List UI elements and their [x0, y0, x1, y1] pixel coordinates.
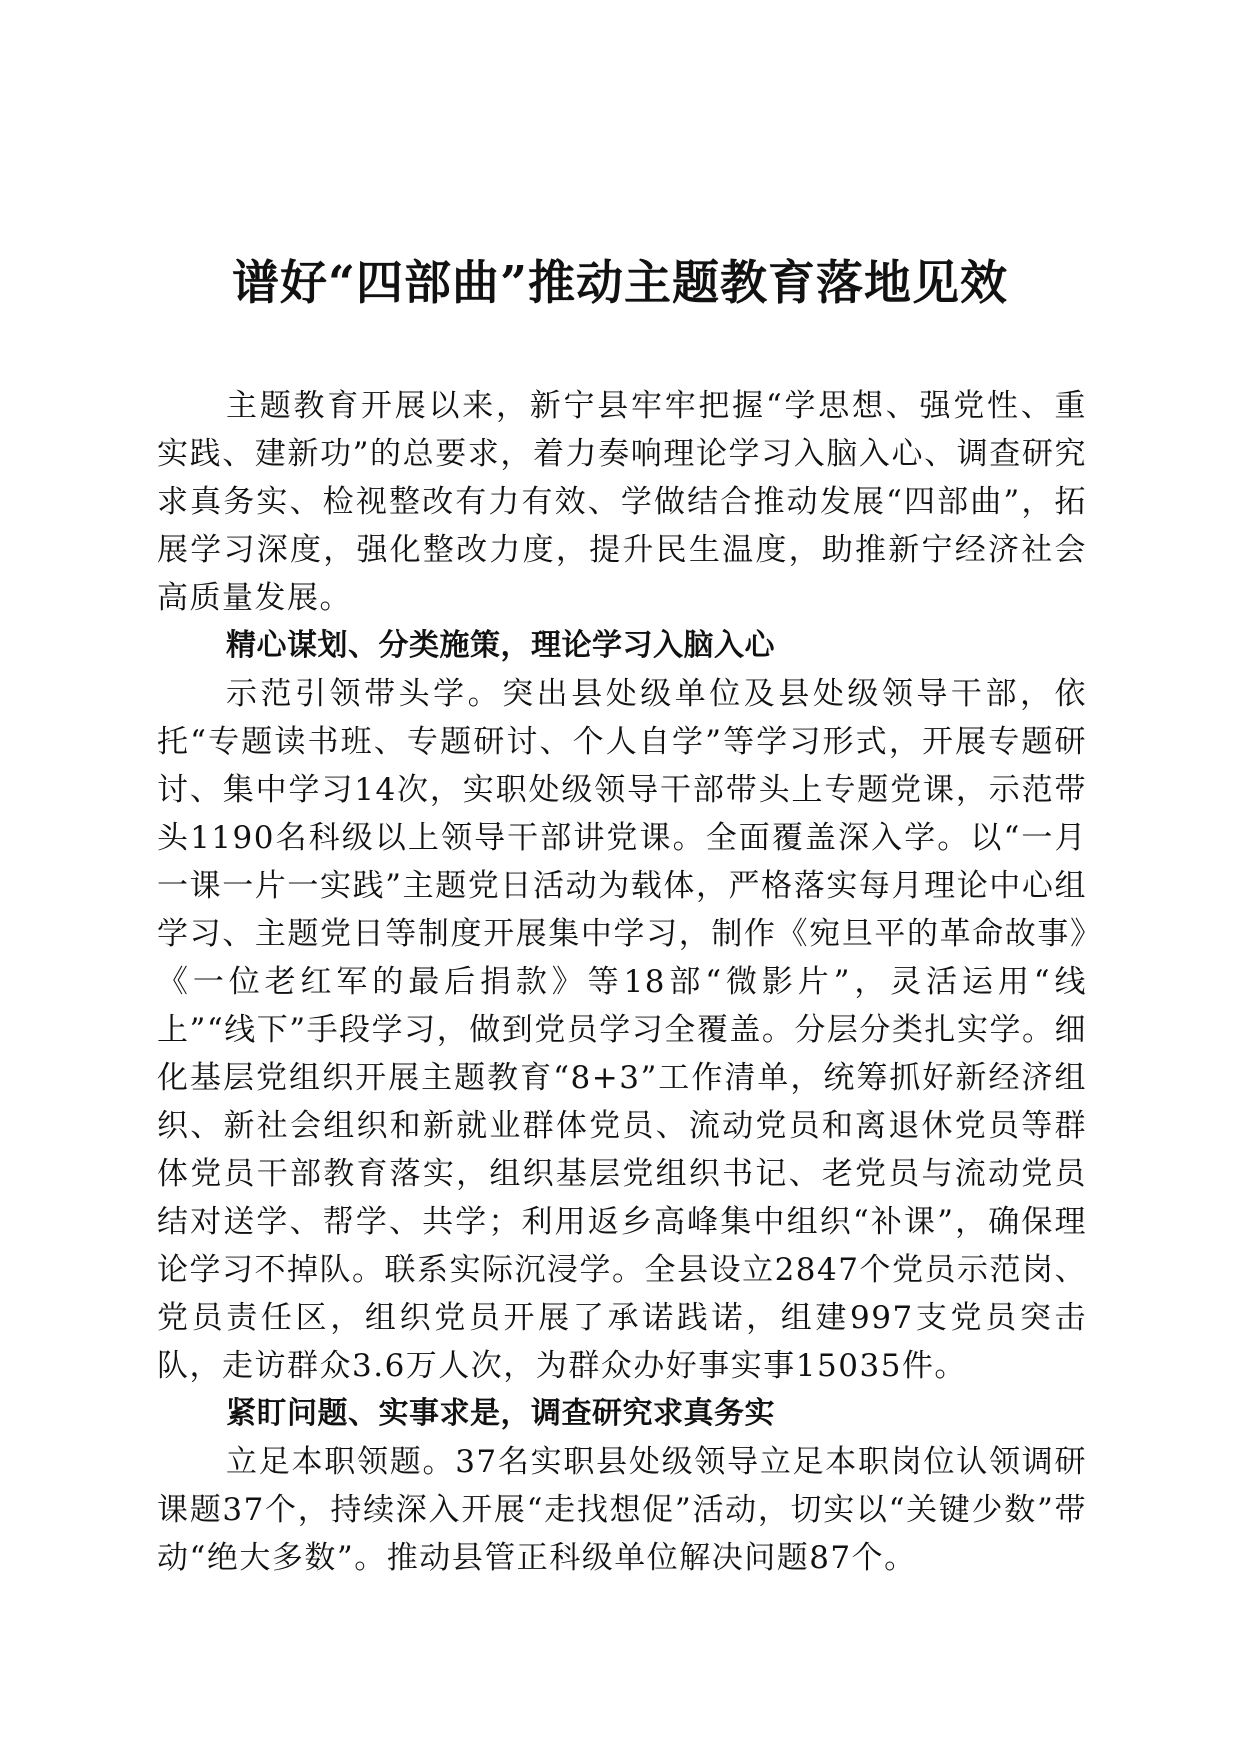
- section-body-theory-study: 示范引领带头学。突出县处级单位及县处级领导干部，依托“专题读书班、专题研讨、个人自学”等学习形式，开展专题研讨、集中学习14次，实职处级领导干部带头上专题党课，示范带头1190名科级以上领导干部讲党课。全面覆盖深入学。以“一月一课一片一实践”主题党日活动为载体，严格落实每月理论中心组学习、主题党日等制度开展集中学习，制作《宛旦平的革命故事》《一位老红军的最后捐款》等18部“微影片”，灵活运用“线上”“线下”手段学习，做到党员学习全覆盖。分层分类扎实学。细化基层党组织开展主题教育“8+3”工作清单，统筹抓好新经济组织、新社会组织和新就业群体党员、流动党员和离退休党员等群体党员干部教育落实，组织基层党组织书记、老党员与流动党员结对送学、帮学、共学；利用返乡高峰集中组织“补课”，确保理论学习不掉队。联系实际沉浸学。全县设立2847个党员示范岗、党员责任区，组织党员开展了承诺践诺，组建997支党员突击队，走访群众3.6万人次，为群众办好事实事15035件。: [157, 676, 1087, 1384]
- section-body-research: 立足本职领题。37名实职县处级领导立足本职岗位认领调研课题37个，持续深入开展“走找想促”活动，切实以“关键少数”带动“绝大多数”。推动县管正科级单位解决问题87个。: [157, 1444, 1087, 1576]
- document-body: [157, 382, 1087, 1582]
- intro-paragraph: 主题教育开展以来，新宁县牢牢把握“学思想、强党性、重实践、建新功”的总要求，着力奏响理论学习入脑入心、调查研究求真务实、检视整改有力有效、学做结合推动发展“四部曲”，拓展学习深度，强化整改力度，提升民生温度，助推新宁经济社会高质量发展。: [157, 388, 1087, 616]
- document-title: 谱好“四部曲”推动主题教育落地见效: [231, 256, 1009, 311]
- section-heading-theory-study: 精心谋划、分类施策，理论学习入脑入心: [226, 628, 775, 663]
- section-heading-research: 紧盯问题、实事求是，调查研究求真务实: [226, 1396, 775, 1431]
